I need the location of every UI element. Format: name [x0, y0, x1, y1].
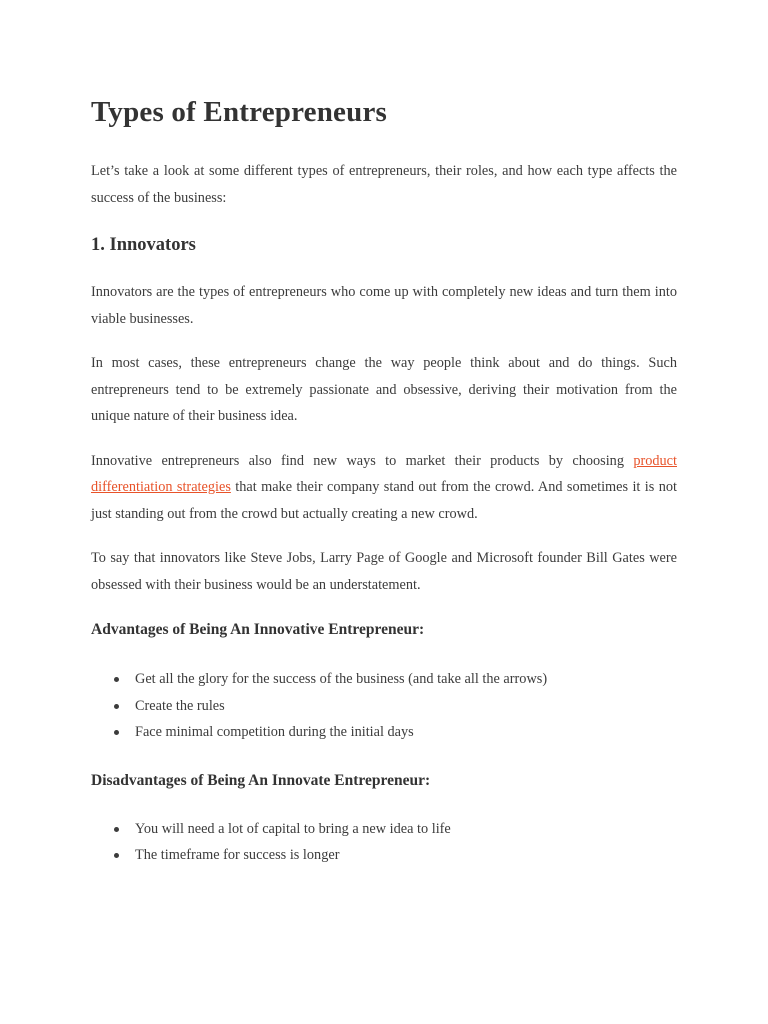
list-item	[135, 719, 677, 746]
paragraph-change-thinking: In most cases, these entrepreneurs change the way people think about and do things. Such entrepreneurs tend to be extremely passionate and obsessive, deriving their motivation from the unique nature of their business idea.	[91, 355, 677, 424]
list-item	[135, 666, 677, 693]
list-item-text: You will need a lot of capital to bring a new idea to life	[135, 820, 451, 837]
intro-paragraph: Let’s take a look at some different types of entrepreneurs, their roles, and how each type affects the success of the business:	[91, 163, 677, 206]
list-item	[135, 693, 677, 720]
paragraph-marketing-text-before: Innovative entrepreneurs also find new ways to market their products by choosing	[91, 452, 634, 469]
list-item-text: Get all the glory for the success of the business (and take all the arrows)	[135, 671, 548, 687]
product-differentiation-link[interactable]: product differentiation strategies	[91, 452, 677, 495]
paragraph-marketing-text-after: that make their company stand out from the crowd. And sometimes it is not just standing out from the crowd but actually creating a new crowd.	[91, 479, 677, 522]
disadvantages-list	[91, 816, 677, 869]
page-title: Types of Entrepreneurs	[91, 96, 388, 128]
list-item-text: The timeframe for success is longer	[135, 847, 340, 863]
bullet-icon	[114, 730, 119, 735]
list-item-text: Face minimal competition during the initial days	[135, 724, 414, 740]
paragraph-innovators-definition: Innovators are the types of entrepreneurs who come up with completely new ideas and turn them into viable businesses.	[91, 284, 677, 327]
disadvantages-heading: Disadvantages of Being An Innovate Entrepreneur:	[91, 771, 431, 789]
section-heading-innovators: 1. Innovators	[91, 235, 196, 255]
list-item	[135, 816, 677, 843]
document-page	[91, 88, 677, 869]
list-item-text: Create the rules	[135, 697, 225, 714]
bullet-icon	[114, 704, 119, 709]
advantages-list	[91, 666, 677, 746]
paragraph-innovator-examples: To say that innovators like Steve Jobs, Larry Page of Google and Microsoft founder Bill Gates were obsessed with their business would be an understatement.	[91, 550, 677, 593]
advantages-heading: Advantages of Being An Innovative Entrepreneur:	[91, 621, 425, 638]
bullet-icon	[114, 827, 119, 832]
bullet-icon	[114, 677, 119, 682]
bullet-icon	[114, 853, 119, 858]
list-item	[135, 842, 677, 869]
paragraph-marketing	[91, 448, 677, 528]
